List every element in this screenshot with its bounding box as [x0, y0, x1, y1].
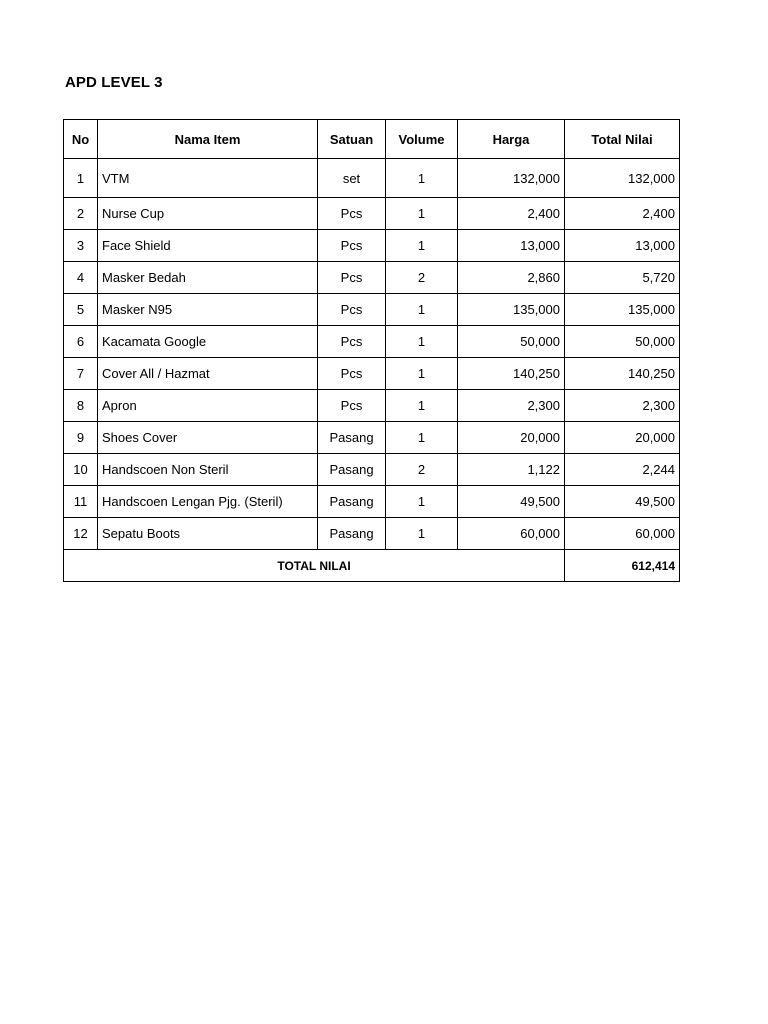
cell-item: Shoes Cover: [98, 422, 318, 454]
total-row: [64, 550, 680, 582]
cell-no: 5: [64, 294, 98, 326]
cell-item: Nurse Cup: [98, 198, 318, 230]
table-header-row: [64, 120, 680, 159]
cell-item: Cover All / Hazmat: [98, 358, 318, 390]
cell-satuan: Pasang: [318, 454, 386, 486]
cell-satuan: Pasang: [318, 422, 386, 454]
cell-no: 12: [64, 518, 98, 550]
cell-no: 9: [64, 422, 98, 454]
cell-total: 20,000: [565, 422, 680, 454]
cell-no: 4: [64, 262, 98, 294]
cell-total: 49,500: [565, 486, 680, 518]
table-row: [64, 294, 680, 326]
cell-total: 140,250: [565, 358, 680, 390]
cell-no: 8: [64, 390, 98, 422]
table-row: [64, 486, 680, 518]
cell-volume: 2: [386, 262, 458, 294]
cell-no: 3: [64, 230, 98, 262]
page-title: APD LEVEL 3: [65, 74, 163, 91]
cell-item: Apron: [98, 390, 318, 422]
cell-item: Masker N95: [98, 294, 318, 326]
cell-volume: 1: [386, 422, 458, 454]
cell-harga: 1,122: [458, 454, 565, 486]
cell-satuan: Pasang: [318, 518, 386, 550]
total-value: 612,414: [565, 550, 680, 582]
cell-total: 2,400: [565, 198, 680, 230]
cell-no: 2: [64, 198, 98, 230]
cell-harga: 20,000: [458, 422, 565, 454]
cell-total: 13,000: [565, 230, 680, 262]
cell-volume: 1: [386, 159, 458, 198]
cell-harga: 13,000: [458, 230, 565, 262]
cell-item: Face Shield: [98, 230, 318, 262]
apd-table: [63, 119, 680, 582]
cell-total: 50,000: [565, 326, 680, 358]
cell-satuan: Pcs: [318, 262, 386, 294]
cell-item: Masker Bedah: [98, 262, 318, 294]
table-row: [64, 326, 680, 358]
header-satuan: Satuan: [318, 120, 386, 159]
cell-satuan: Pcs: [318, 358, 386, 390]
cell-satuan: Pcs: [318, 390, 386, 422]
cell-no: 10: [64, 454, 98, 486]
cell-harga: 2,400: [458, 198, 565, 230]
cell-satuan: Pcs: [318, 230, 386, 262]
cell-satuan: Pcs: [318, 294, 386, 326]
cell-no: 11: [64, 486, 98, 518]
cell-satuan: Pasang: [318, 486, 386, 518]
header-nama-item: Nama Item: [98, 120, 318, 159]
cell-volume: 1: [386, 390, 458, 422]
header-no: No: [64, 120, 98, 159]
cell-volume: 1: [386, 358, 458, 390]
cell-item: Handscoen Lengan Pjg. (Steril): [98, 486, 318, 518]
header-total-nilai: Total Nilai: [565, 120, 680, 159]
cell-volume: 2: [386, 454, 458, 486]
cell-total: 60,000: [565, 518, 680, 550]
cell-satuan: set: [318, 159, 386, 198]
cell-harga: 50,000: [458, 326, 565, 358]
cell-volume: 1: [386, 230, 458, 262]
cell-volume: 1: [386, 294, 458, 326]
table-row: [64, 422, 680, 454]
cell-item: Kacamata Google: [98, 326, 318, 358]
table-row: [64, 262, 680, 294]
cell-total: 2,300: [565, 390, 680, 422]
table-row: [64, 358, 680, 390]
cell-volume: 1: [386, 326, 458, 358]
table-row: [64, 159, 680, 198]
cell-volume: 1: [386, 486, 458, 518]
cell-total: 132,000: [565, 159, 680, 198]
table-row: [64, 230, 680, 262]
table-row: [64, 518, 680, 550]
table-row: [64, 454, 680, 486]
cell-total: 135,000: [565, 294, 680, 326]
cell-item: Sepatu Boots: [98, 518, 318, 550]
cell-total: 2,244: [565, 454, 680, 486]
cell-harga: 49,500: [458, 486, 565, 518]
cell-item: Handscoen Non Steril: [98, 454, 318, 486]
cell-no: 7: [64, 358, 98, 390]
cell-harga: 2,300: [458, 390, 565, 422]
cell-item: VTM: [98, 159, 318, 198]
cell-harga: 2,860: [458, 262, 565, 294]
cell-total: 5,720: [565, 262, 680, 294]
cell-harga: 132,000: [458, 159, 565, 198]
header-volume: Volume: [386, 120, 458, 159]
total-label: TOTAL NILAI: [64, 550, 565, 582]
cell-harga: 135,000: [458, 294, 565, 326]
table-row: [64, 198, 680, 230]
cell-volume: 1: [386, 518, 458, 550]
cell-satuan: Pcs: [318, 198, 386, 230]
cell-harga: 140,250: [458, 358, 565, 390]
header-harga: Harga: [458, 120, 565, 159]
cell-harga: 60,000: [458, 518, 565, 550]
cell-volume: 1: [386, 198, 458, 230]
table-row: [64, 390, 680, 422]
cell-no: 6: [64, 326, 98, 358]
cell-satuan: Pcs: [318, 326, 386, 358]
cell-no: 1: [64, 159, 98, 198]
